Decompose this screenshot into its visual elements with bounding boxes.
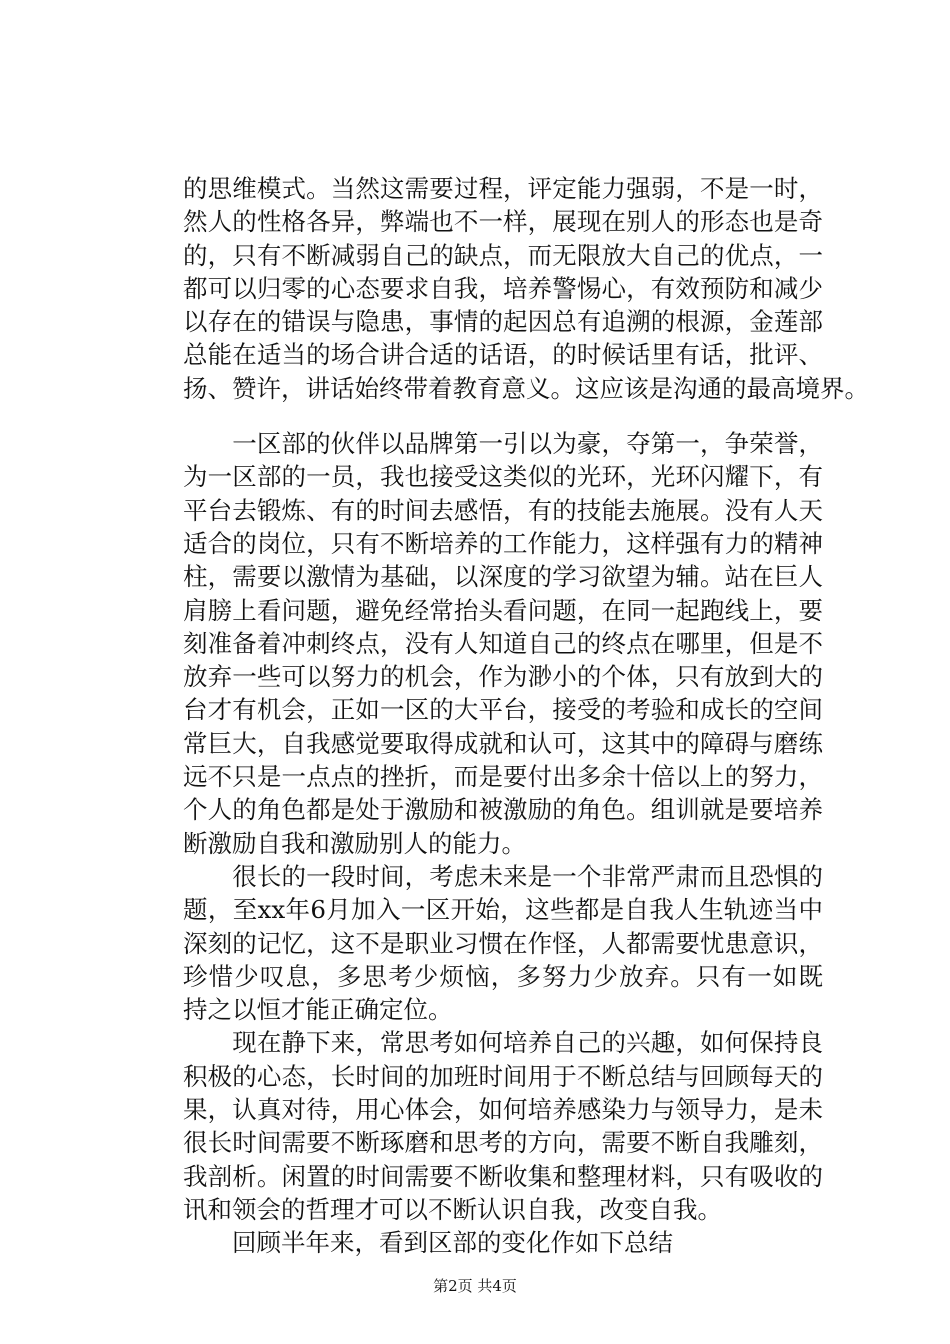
text-line: 的，只有不断减弱自己的缺点，而无限放大自己的优点，一 <box>183 240 823 270</box>
paragraph-spacer <box>183 405 823 427</box>
text-line: 断激励自我和激励别人的能力。 <box>183 828 526 858</box>
text-line: 适合的岗位，只有不断培养的工作能力，这样强有力的精神 <box>183 528 823 558</box>
text-line: 以存在的错误与隐患，事情的起因总有追溯的根源，金莲部 <box>183 307 823 337</box>
text-line: 持之以恒才能正确定位。 <box>183 995 453 1025</box>
text-line: 果，认真对待，用心体会，如何培养感染力与领导力，是未 <box>183 1095 823 1125</box>
text-line: 台才有机会，正如一区的大平台，接受的考验和成长的空间 <box>183 695 823 725</box>
text-line: 很长的一段时间，考虑未来是一个非常严肃而且恐惧的 <box>232 861 823 891</box>
page-number-label: 第2页 共4页 <box>433 1277 517 1295</box>
paragraph-1 <box>183 172 869 405</box>
text-line: 回顾半年来，看到区部的变化作如下总结 <box>183 1228 673 1258</box>
text-line: 深刻的记忆，这不是职业习惯在作怪，人都需要忧患意识， <box>183 928 823 958</box>
text-line: 很长时间需要不断琢磨和思考的方向，需要不断自我雕刻， <box>183 1128 823 1158</box>
paragraph-3 <box>183 860 823 1026</box>
text-line: 的思维模式。当然这需要过程，评定能力强弱，不是一时， <box>183 174 823 203</box>
text-line: 常巨大，自我感觉要取得成就和认可，这其中的障碍与磨练 <box>183 728 823 758</box>
paragraph-5 <box>183 1226 823 1259</box>
text-line: 题，至xx年6月加入一区开始，这些都是自我人生轨迹当中 <box>183 895 823 925</box>
text-line: 都可以归零的心态要求自我，培养警惕心，有效预防和减少 <box>183 273 823 303</box>
document-body <box>183 172 869 1260</box>
text-line: 扬、赞许，讲话始终带着教育意义。这应该是沟通的最高境界。 <box>183 373 869 403</box>
text-line: 放弃一些可以努力的机会，作为渺小的个体，只有放到大的 <box>183 662 823 692</box>
text-line: 我剖析。闲置的时间需要不断收集和整理材料，只有吸收的 <box>183 1161 823 1191</box>
text-line: 为一区部的一员，我也接受这类似的光环，光环闪耀下，有 <box>183 462 823 492</box>
text-line: 现在静下来，常思考如何培养自己的兴趣，如何保持良 <box>232 1028 823 1058</box>
text-line: 总能在适当的场合讲合适的话语，的时候话里有话，批评、 <box>183 340 823 370</box>
text-line: 个人的角色都是处于激励和被激励的角色。组训就是要培养 <box>183 795 823 825</box>
text-line: 远不只是一点点的挫折，而是要付出多余十倍以上的努力， <box>183 762 823 792</box>
text-line: 刻准备着冲刺终点，没有人知道自己的终点在哪里，但是不 <box>183 628 823 658</box>
text-line: 讯和领会的哲理才可以不断认识自我，改变自我。 <box>183 1194 722 1224</box>
page-footer <box>0 1276 950 1296</box>
paragraph-2 <box>183 427 823 860</box>
text-line: 柱，需要以激情为基础，以深度的学习欲望为辅。站在巨人 <box>183 562 823 592</box>
text-line: 一区部的伙伴以品牌第一引以为豪，夺第一，争荣誉， <box>232 429 823 459</box>
text-line: 平台去锻炼、有的时间去感悟，有的技能去施展。没有人天 <box>183 495 823 525</box>
text-line: 积极的心态，长时间的加班时间用于不断总结与回顾每天的 <box>183 1061 823 1091</box>
text-line: 珍惜少叹息，多思考少烦恼，多努力少放弃。只有一如既 <box>183 961 823 991</box>
text-line: 肩膀上看问题，避免经常抬头看问题，在同一起跑线上，要 <box>183 595 823 625</box>
text-line: 然人的性格各异，弊端也不一样，展现在别人的形态也是奇 <box>183 207 823 237</box>
paragraph-4 <box>183 1026 823 1226</box>
